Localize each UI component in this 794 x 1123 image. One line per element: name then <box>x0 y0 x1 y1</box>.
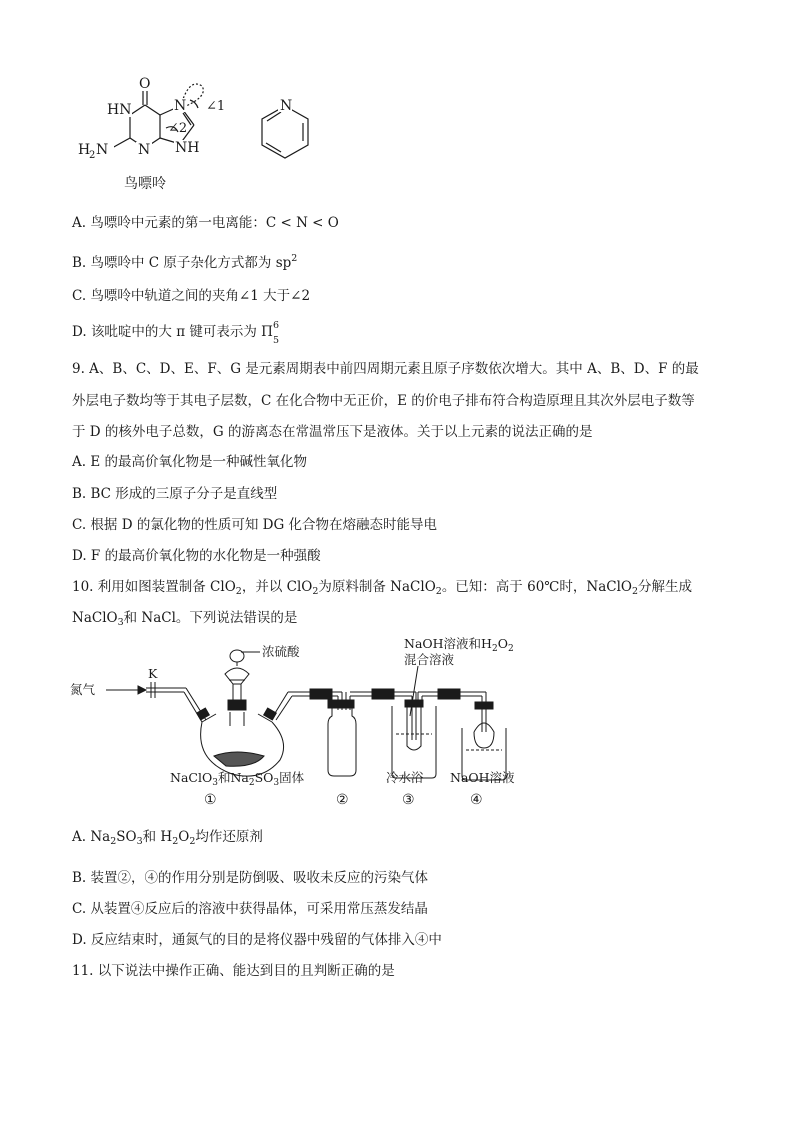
atom-h2n-n: N <box>96 142 109 158</box>
nitrogen-label: 氮气 <box>70 682 96 697</box>
q8-option-d: D. 该吡啶中的大 π 键可表示为 Π 6 5 <box>72 320 280 346</box>
q10-option-d: D. 反应结束时，通氮气的目的是将仪器中残留的气体排入④中 <box>72 932 442 948</box>
valve-k-label: K <box>148 666 158 681</box>
atom-h2n-h: H <box>78 142 91 158</box>
q8-option-a: A. 鸟嘌呤中元素的第一电离能：C < N < O <box>72 215 339 231</box>
q9-stem-line-3: 于 D 的核外电子总数，G 的游离态在常温常压下是液体。关于以上元素的说法正确的是 <box>72 424 593 440</box>
naoh-solution-label: NaOH溶液 <box>450 770 515 785</box>
q10-option-a: A. $Na_2SO_3$和 $H_2O_2$均作还原剂 <box>72 829 263 847</box>
q9-stem-line-1: 9. A、B、C、D、E、F、G 是元素周期表中前四周期元素且原子序数依次增大。其中 A、B、D、F 的最 <box>72 361 699 377</box>
apparatus-1-label: ① <box>204 792 217 808</box>
q9-option-b: B. BC 形成的三原子分子是直线型 <box>72 486 278 502</box>
q8-option-b: B. 鸟嘌呤中 C 原子杂化方式都为 $sp^2$ <box>72 253 298 271</box>
q9-option-d: D. F 的最高价氧化物的水化物是一种强酸 <box>72 548 321 564</box>
naoh-h2o2-label: NaOH溶液和$H_2O_2$ <box>404 636 514 654</box>
angle-1-label: ∠1 <box>206 99 226 114</box>
apparatus-2-label: ② <box>336 792 349 808</box>
solid-label: NaClO$_3$和$Na_2SO_3$固体 <box>170 770 305 788</box>
mixed-solution-label: 混合溶液 <box>404 652 455 667</box>
atom-n-top: N <box>174 98 187 114</box>
atom-hn: HN <box>107 102 132 118</box>
q9-option-a: A. E 的最高价氧化物是一种碱性氧化物 <box>72 454 307 470</box>
atom-o: O <box>139 76 151 92</box>
q10-option-b: B. 装置②，④的作用分别是防倒吸、吸收未反应的污染气体 <box>72 870 429 886</box>
q11-stem: 11. 以下说法中操作正确、能达到目的且判断正确的是 <box>72 963 395 979</box>
q10-option-c: C. 从装置④反应后的溶液中获得晶体，可采用常压蒸发结晶 <box>72 901 428 917</box>
apparatus-figure <box>66 636 536 814</box>
atom-h2n-2: 2 <box>89 150 96 161</box>
pyridine-n: N <box>280 98 293 114</box>
q8-option-c: C. 鸟嘌呤中轨道之间的夹角∠1 大于∠2 <box>72 288 311 304</box>
apparatus-4-label: ④ <box>470 792 483 808</box>
q9-stem-line-2: 外层电子数均等于其电子层数，C 在化合物中无正价，E 的价电子排布符合构造原理且其次外层电子数等 <box>72 393 695 409</box>
guanine-caption: 鸟嘌呤 <box>124 176 166 192</box>
q9-option-c: C. 根据 D 的氯化物的性质可知 DG 化合物在熔融态时能导电 <box>72 517 438 533</box>
apparatus-3-label: ③ <box>402 792 415 808</box>
atom-n-ring: N <box>138 142 151 158</box>
q10-stem-line-2: NaClO$_3$和 NaCl。下列说法错误的是 <box>72 610 298 628</box>
acid-label: 浓硫酸 <box>262 644 300 659</box>
guanine-pyridine-figure <box>70 70 350 200</box>
cold-bath-label: 冷水浴 <box>386 770 424 785</box>
angle-2-label: ∠2 <box>168 121 188 136</box>
q10-stem-line-1: 10. 利用如图装置制备 ClO$_2$，并以 ClO$_2$为原料制备 NaClO$_2$。已知：高于 60℃时，NaClO$_2$分解生成 <box>72 579 693 597</box>
atom-nh: NH <box>175 140 200 156</box>
